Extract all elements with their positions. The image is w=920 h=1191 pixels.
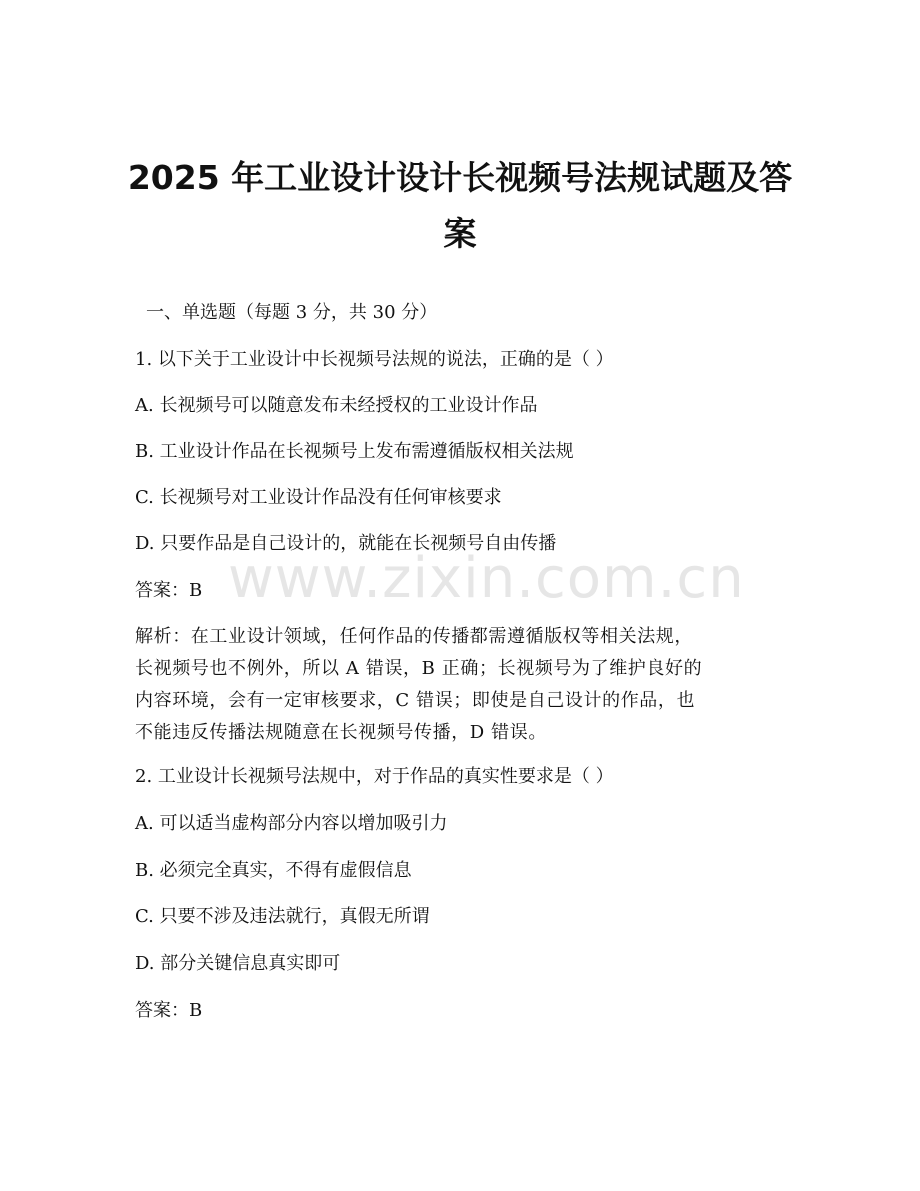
title-line-2: 案	[443, 214, 477, 253]
question-1-option-d: D. 只要作品是自己设计的，就能在长视频号自由传播	[135, 533, 557, 554]
question-2-option-b: B. 必须完全真实，不得有虚假信息	[135, 860, 412, 881]
title-line-1: 2025 年工业设计设计长视频号法规试题及答	[127, 158, 793, 197]
question-2-option-d: D. 部分关键信息真实即可	[135, 953, 341, 974]
question-2-option-a: A. 可以适当虚构部分内容以增加吸引力	[135, 813, 448, 834]
question-2-answer: 答案：B	[135, 1000, 203, 1021]
question-2-stem: 2. 工业设计长视频号法规中，对于作品的真实性要求是（ ）	[135, 766, 614, 787]
watermark: www.zixin.com.cn	[228, 546, 745, 611]
question-1-option-b: B. 工业设计作品在长视频号上发布需遵循版权相关法规	[135, 441, 574, 462]
question-1-option-c: C. 长视频号对工业设计作品没有任何审核要求	[135, 487, 502, 508]
question-1-option-a: A. 长视频号可以随意发布未经授权的工业设计作品	[135, 395, 538, 416]
analysis-line-3: 内容环境，会有一定审核要求，C 错误；即使是自己设计的作品，也	[135, 690, 696, 711]
document-title	[120, 150, 800, 262]
question-2-option-c: C. 只要不涉及违法就行，真假无所谓	[135, 906, 430, 927]
analysis-line-1: 解析：在工业设计领域，任何作品的传播都需遵循版权等相关法规，	[135, 626, 693, 647]
analysis-line-4: 不能违反传播法规随意在长视频号传播，D 错误。	[135, 722, 547, 743]
question-1-stem: 1. 以下关于工业设计中长视频号法规的说法，正确的是（ ）	[135, 349, 614, 370]
analysis-line-2: 长视频号也不例外，所以 A 错误，B 正确；长视频号为了维护良好的	[135, 658, 703, 679]
section-heading: 一、单选题（每题 3 分，共 30 分）	[146, 302, 438, 323]
question-1-answer: 答案：B	[135, 580, 203, 601]
question-1-analysis	[135, 621, 785, 749]
